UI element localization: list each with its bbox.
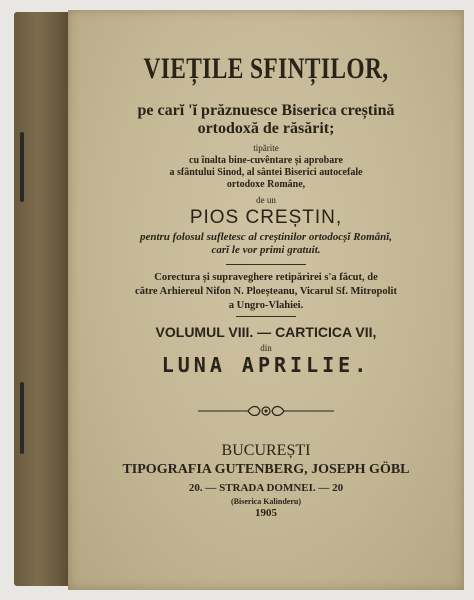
divider-rule-2	[236, 316, 296, 317]
city-name: BUCUREȘTI	[221, 442, 311, 459]
month-title: LUNA APRILIE.	[161, 353, 371, 377]
publication-year: 1905	[255, 507, 277, 519]
staple-bottom	[20, 382, 24, 454]
church-name: (Biserica Kalinderu)	[231, 497, 301, 506]
correction-line-3: a Ungro-Vlahiei.	[228, 300, 304, 311]
book-cover	[68, 10, 464, 590]
subtitle-line-1: pe carĭ 'ĭ prăznuesce Biserica creștină	[137, 102, 395, 119]
de-un-text: de un	[256, 195, 276, 205]
purpose-line-1: pentru folosul sufletesc al creștinilor ortodocșĭ Românĭ,	[139, 231, 393, 243]
street-address: 20. — STRADA DOMNEI. — 20	[188, 482, 344, 494]
approval-line-2: a sfântului Sinod, al sântei Biserici autocefale	[169, 167, 363, 178]
book-spine	[14, 12, 72, 586]
approval-line-1: cu înalta bine-cuvêntare și aprobare	[189, 155, 343, 166]
subtitle-line-2: ortodoxă de răsărit;	[197, 120, 335, 137]
author-name: PIOS CREȘTIN,	[189, 207, 343, 228]
approval-line-3: ortodoxe Române,	[226, 179, 306, 190]
tiparite-text: tipărite	[253, 143, 279, 153]
din-text: din	[260, 343, 272, 353]
purpose-line-2: carĭ le vor primi gratuit.	[211, 244, 321, 256]
correction-line-2: către Arhiereul Nifon N. Ploeșteanu, Vicarul Sf. Mitropolit	[135, 286, 397, 297]
divider-rule-1	[226, 264, 306, 265]
printer-name: TIPOGRAFIA GUTENBERG, JOSEPH GÖBL	[122, 462, 410, 477]
correction-line-1: Corectura și supraveghere retipărirei s'a făcut, de	[154, 272, 378, 283]
ornament-divider-icon	[198, 402, 334, 420]
book-title: VIEȚILE SFINȚILOR,	[143, 52, 389, 85]
staple-top	[20, 132, 24, 202]
volume-label: VOLUMUL VIII. — CARTICICA VII,	[155, 324, 377, 340]
book	[14, 10, 464, 590]
